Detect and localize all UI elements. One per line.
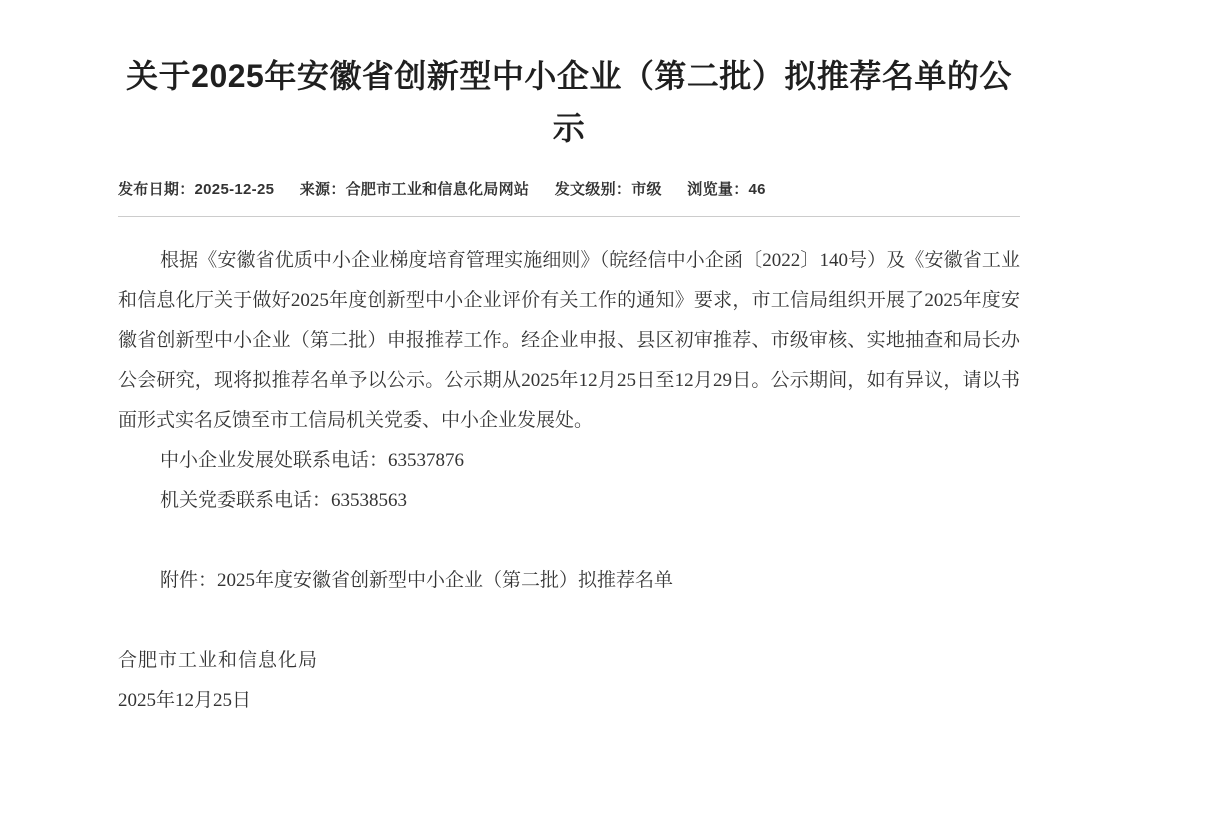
- meta-document-level-label: 发文级别：: [554, 181, 632, 198]
- meta-divider: [118, 216, 1020, 217]
- article-meta: [118, 178, 1020, 199]
- page-title: 关于2025年安徽省创新型中小企业（第二批）拟推荐名单的公示: [126, 58, 1012, 146]
- meta-source: [300, 181, 530, 198]
- attachment-link[interactable]: 2025年度安徽省创新型中小企业（第二批）拟推荐名单: [217, 570, 674, 591]
- signature-organization: 合肥市工业和信息化局: [118, 650, 319, 671]
- contact-line-sme-division: 中小企业发展处联系电话：63537876: [160, 450, 465, 471]
- article-body: [118, 241, 1020, 721]
- meta-view-count: [687, 181, 766, 198]
- meta-publish-date-label: 发布日期：: [118, 181, 195, 198]
- meta-source-label: 来源：: [299, 181, 346, 198]
- meta-document-level-value: 市级: [631, 181, 662, 198]
- meta-document-level: [555, 181, 662, 198]
- document-page: [118, 0, 1020, 721]
- attachment-line: [118, 561, 1020, 601]
- meta-publish-date-value: 2025-12-25: [194, 181, 275, 198]
- contact-line-party-committee: 机关党委联系电话：63538563: [160, 490, 408, 511]
- main-paragraph: 根据《安徽省优质中小企业梯度培育管理实施细则》（皖经信中小企函〔2022〕140号）及《安徽省工业和信息化厅关于做好2025年度创新型中小企业评价有关工作的通知》要求，市工信局组织开展了2025年度安徽省创新型中小企业（第二批）申报推荐工作。经企业申报、县区初审推荐、市级审核、实地抽查和局长办公会研究，现将拟推荐名单予以公示。公示期从2025年12月25日至12月29日。公示期间，如有异议，请以书面形式实名反馈至市工信局机关党委、中小企业发展处。: [118, 250, 1020, 431]
- meta-publish-date: [118, 181, 274, 198]
- meta-view-count-label: 浏览量：: [687, 181, 749, 198]
- meta-view-count-value: 46: [748, 181, 766, 198]
- attachment-label: 附件：: [160, 570, 218, 591]
- signature-block: [118, 641, 1020, 721]
- signature-date: 2025年12月25日: [118, 690, 252, 711]
- meta-source-value: 合肥市工业和信息化局网站: [345, 181, 530, 198]
